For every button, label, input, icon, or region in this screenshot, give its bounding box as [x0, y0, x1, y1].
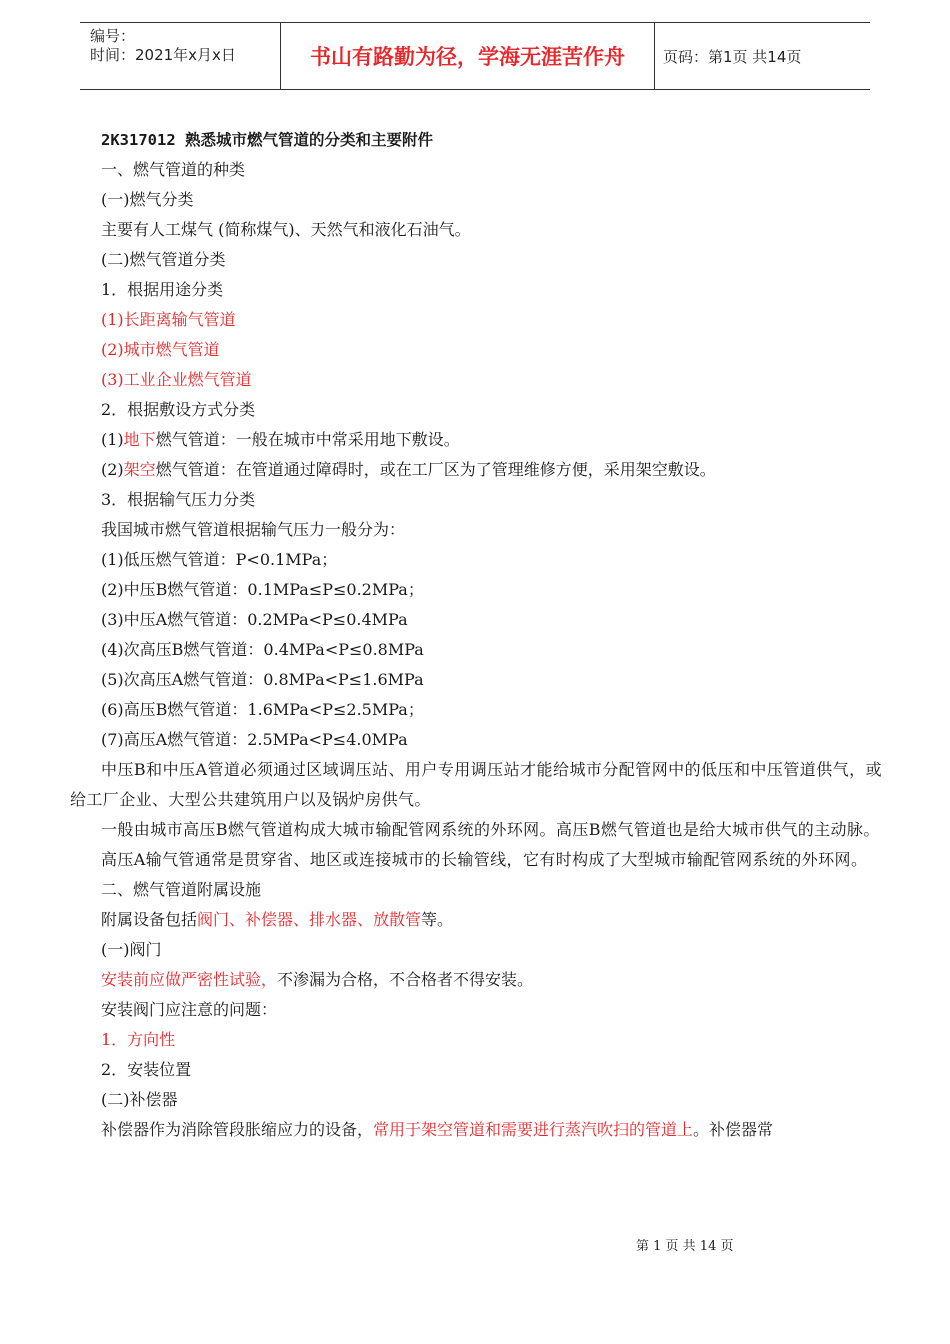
subheading-gas-classification: (一)燃气分类: [101, 190, 194, 209]
paragraph-high-pressure-a: 高压A输气管通常是贯穿省、地区或连接城市的长输管线，它有时构成了大型城市输配管网系统的外环网。: [101, 850, 868, 869]
item-underground-pipe: [70, 425, 882, 455]
page-footer: 第 1 页 共 14 页: [636, 1239, 734, 1254]
item-city-gas-pipe: (2)城市燃气管道: [101, 340, 220, 359]
text-valve-notes: 安装阀门应注意的问题：: [101, 1000, 278, 1019]
pressure-medium-a: (3)中压A燃气管道：0.2MPa<P≤0.4MPa: [101, 610, 408, 629]
header-meta: [80, 23, 280, 89]
paragraph-high-pressure-b: 一般由城市高压B燃气管道构成大城市输配管网系统的外环网。高压B燃气管道也是给大城市供气的主动脉。: [101, 820, 880, 839]
item-overhead-pipe: [70, 455, 882, 485]
heading-auxiliary-facilities: 二、燃气管道附属设施: [101, 880, 262, 899]
item-by-pressure: 3．根据输气压力分类: [101, 490, 256, 509]
document-body: [70, 125, 882, 1145]
page-header: [80, 22, 870, 90]
item-by-laying-method: 2．根据敷设方式分类: [101, 400, 256, 419]
text-gas-types: 主要有人工煤气 (简称煤气)、天然气和液化石油气。: [101, 220, 471, 239]
text-fragment: 燃气管道：在管道通过障碍时，或在工厂区为了管理维修方便，采用架空敷设。: [155, 460, 716, 479]
pressure-low: (1)低压燃气管道：P<0.1MPa；: [101, 550, 338, 569]
highlight-tightness-test: 安装前应做严密性试验，: [101, 970, 278, 989]
subheading-pipe-classification: (二)燃气管道分类: [101, 250, 226, 269]
text-fragment: 不渗漏为合格，不合格者不得安装。: [277, 970, 534, 989]
highlight-compensator-usage: 常用于架空管道和需要进行蒸汽吹扫的管道上: [373, 1120, 694, 1139]
item-long-distance-pipe: (1)长距离输气管道: [101, 310, 236, 329]
text-auxiliary-equipment: [70, 905, 882, 935]
text-fragment: 。补偿器常: [693, 1120, 774, 1139]
item-direction: 1．方向性: [101, 1030, 176, 1049]
text-fragment: 附属设备包括: [101, 910, 198, 929]
text-valve-test: [70, 965, 882, 995]
text-fragment: (2): [101, 460, 124, 479]
text-fragment: 补偿器作为消除管段胀缩应力的设备，: [101, 1120, 374, 1139]
text-pressure-intro: 我国城市燃气管道根据输气压力一般分为：: [101, 520, 406, 539]
pressure-high-a: (7)高压A燃气管道：2.5MPa<P≤4.0MPa: [101, 730, 408, 749]
pressure-medium-b: (2)中压B燃气管道：0.1MPa≤P≤0.2MPa；: [101, 580, 424, 599]
text-fragment: (1): [101, 430, 124, 449]
item-industrial-gas-pipe: (3)工业企业燃气管道: [101, 370, 252, 389]
item-by-usage: 1．根据用途分类: [101, 280, 224, 299]
highlight-underground: 地下: [123, 430, 156, 449]
text-fragment: 燃气管道：一般在城市中常采用地下敷设。: [155, 430, 460, 449]
pressure-high-b: (6)高压B燃气管道：1.6MPa<P≤2.5MPa；: [101, 700, 424, 719]
subheading-compensator: (二)补偿器: [101, 1090, 178, 1109]
highlight-equipment-list: 阀门、补偿器、排水器、放散管: [197, 910, 422, 929]
header-motto: 书山有路勤为径，学海无涯苦作舟: [280, 23, 655, 89]
text-compensator: [70, 1115, 882, 1145]
pressure-sub-high-b: (4)次高压B燃气管道：0.4MPa<P≤0.8MPa: [101, 640, 424, 659]
subheading-valve: (一)阀门: [101, 940, 162, 959]
section-title: 2K317012 熟悉城市燃气管道的分类和主要附件: [101, 131, 433, 149]
header-page-info: 页码：第1页 共14页: [663, 47, 802, 66]
text-fragment: 等。: [421, 910, 454, 929]
heading-pipe-types: 一、燃气管道的种类: [101, 160, 246, 179]
paragraph-medium-pressure: 中压B和中压A管道必须通过区域调压站、用户专用调压站才能给城市分配管网中的低压和中压管道供气，或给工厂企业、大型公共建筑用户以及锅炉房供气。: [70, 760, 882, 809]
document-number-label: 编号：: [90, 27, 136, 45]
highlight-overhead: 架空: [123, 460, 156, 479]
item-install-position: 2．安装位置: [101, 1060, 192, 1079]
document-time: 时间：2021年x月x日: [90, 46, 236, 64]
pressure-sub-high-a: (5)次高压A燃气管道：0.8MPa<P≤1.6MPa: [101, 670, 424, 689]
